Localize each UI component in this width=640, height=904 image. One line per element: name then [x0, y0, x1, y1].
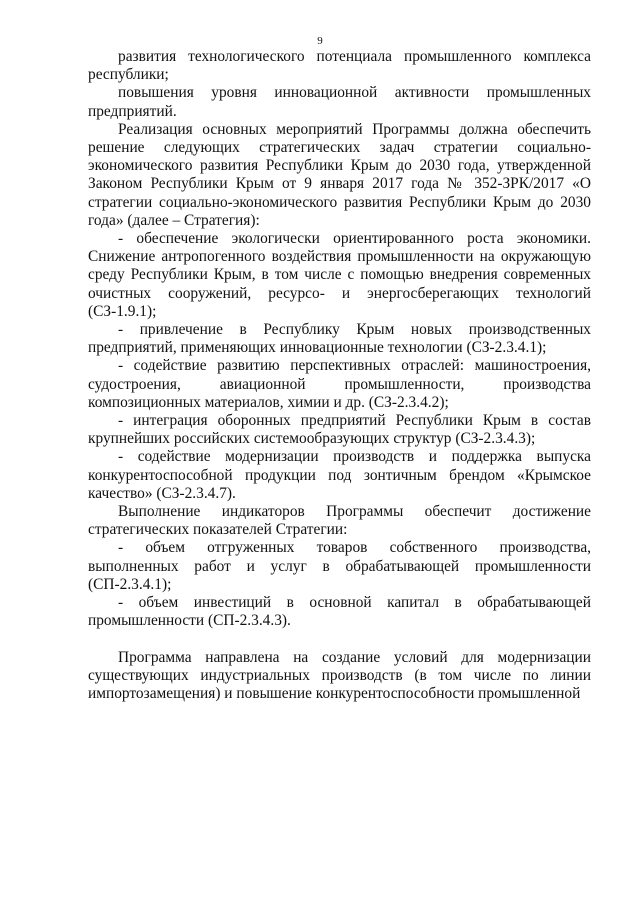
list-item-investment: - объем инвестиций в основной капитал в обрабатывающей промышленности (СП-2.3.4.3).	[88, 594, 591, 630]
document-body	[88, 48, 591, 703]
list-item-attracting-enterprises: - привлечение в Республику Крым новых производственных предприятий, применяющих инновационные технологии (СЗ-2.3.4.1);	[88, 321, 591, 357]
list-item-defense-integration: - интеграция оборонных предприятий Республики Крым в состав крупнейших российских системообразующих структур (СЗ-2.3.4.3);	[88, 412, 591, 448]
paragraph-indicators: Выполнение индикаторов Программы обеспечит достижение стратегических показателей Стратегии:	[88, 503, 591, 539]
list-item-shipped-goods: - объем отгруженных товаров собственного производства, выполненных работ и услуг в обрабатывающей промышленности (СП-2.3.4.1);	[88, 539, 591, 593]
paragraph-program-aim: Программа направлена на создание условий для модернизации существующих индустриальных производств (в том числе по линии импортозамещения) и повышение конкурентоспособности промышленной	[88, 648, 591, 702]
list-item-modernization: - содействие модернизации производств и поддержка выпуска конкурентоспособной продукции под зонтичным брендом «Крымское качество» (СЗ-2.3.4.7).	[88, 448, 591, 502]
list-item-promising-industries: - содействие развитию перспективных отраслей: машиностроения, судостроения, авиационной промышленности, производства композиционных материалов, химии и др. (СЗ-2.3.4.2);	[88, 357, 591, 411]
paragraph-innovation-activity: повышения уровня инновационной активности промышленных предприятий.	[88, 84, 591, 120]
list-item-ecological-growth: - обеспечение экологически ориентированного роста экономики. Снижение антропогенного воздействия промышленности на окружающую среду Республики Крым, в том числе с помощью внедрения современных очистных сооружений, ресурсо- и энергосберегающих технологий (СЗ-1.9.1);	[88, 230, 591, 320]
page-number: 9	[317, 35, 323, 47]
paragraph-program-implementation: Реализация основных мероприятий Программы должна обеспечить решение следующих стратегических задач стратегии социально-экономического развития Республики Крым до 2030 года, утвержденной Законом Республики Крым от 9 января 2017 года № 352-ЗРК/2017 «О стратегии социально-экономического развития Республики Крым до 2030 года» (далее – Стратегия):	[88, 120, 591, 229]
paragraph-tech-potential: развития технологического потенциала промышленного комплекса республики;	[88, 48, 591, 84]
